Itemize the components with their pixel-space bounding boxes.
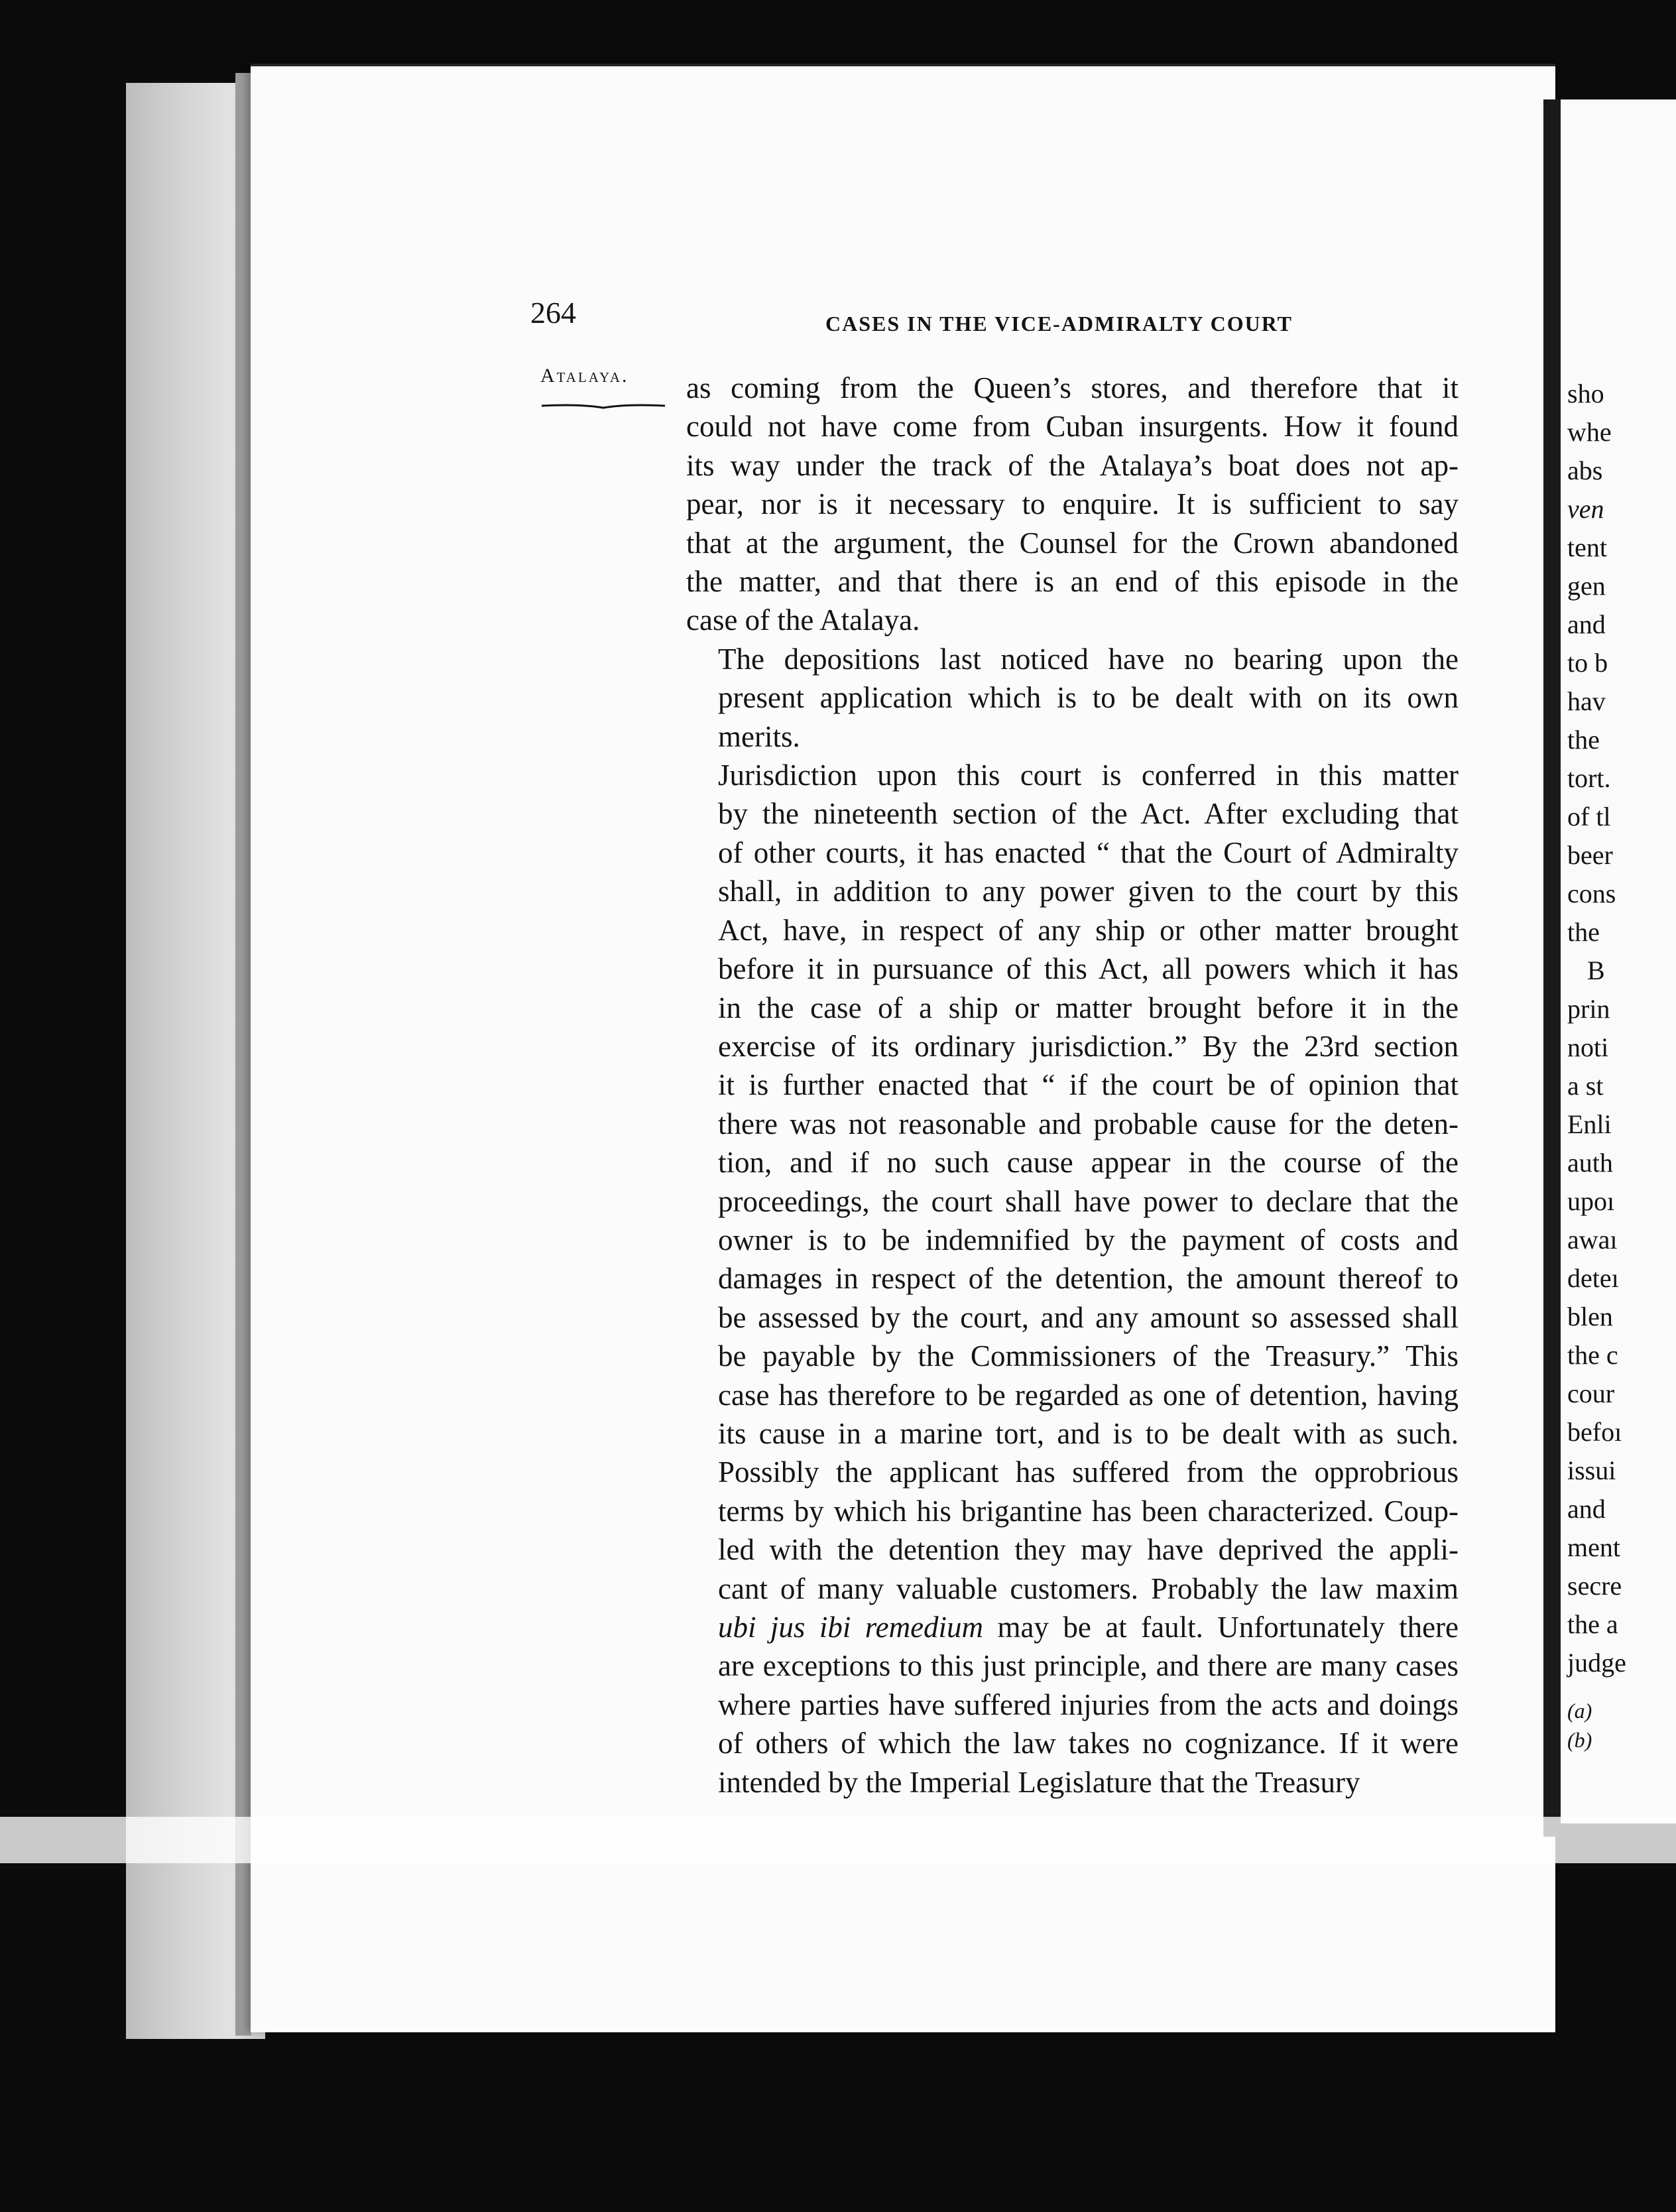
facing-page-line: B — [1587, 955, 1605, 985]
facing-page-line: abs — [1567, 456, 1603, 485]
facing-page-line: beer — [1567, 840, 1613, 870]
facing-page-line: sho — [1567, 379, 1604, 408]
text-line: present application which is to be dealt with on its own — [718, 681, 1459, 715]
text-line: be payable by the Commissioners of the Treasury.” This — [718, 1339, 1459, 1373]
facing-page-line: Enli — [1567, 1109, 1612, 1139]
facing-page-line: and — [1567, 1494, 1606, 1524]
text-line: intended by the Imperial Legislature that the Treasury — [718, 1765, 1360, 1799]
body-text — [686, 369, 1459, 1802]
text-line: case has therefore to be regarded as one of detention, having — [718, 1378, 1459, 1412]
page-stack-shadow — [235, 73, 251, 2036]
text-line: pear, nor is it necessary to enquire. It is sufficient to say — [686, 487, 1459, 521]
text-line: could not have come from Cuban insurgents. How it found — [686, 410, 1459, 444]
text-line: where parties have suffered injuries from the acts and doings — [718, 1688, 1459, 1721]
facing-page-line: deteı — [1567, 1263, 1619, 1293]
text-line: before it in pursuance of this Act, all powers which it has — [718, 952, 1459, 986]
facing-page-fragment — [1561, 99, 1676, 1823]
side-note: Atalaya. — [540, 365, 629, 387]
text-line: it is further enacted that “ if the court be of opinion that — [718, 1068, 1459, 1102]
text-line: tion, and if no such cause appear in the course of the — [718, 1146, 1459, 1180]
facing-page-line: judge — [1567, 1648, 1626, 1678]
text-line: The depositions last noticed have no bearing upon the — [718, 642, 1459, 676]
text-line: by the nineteenth section of the Act. After excluding that — [718, 797, 1459, 831]
facing-page-line: noti — [1567, 1032, 1609, 1062]
text-line: Jurisdiction upon this court is conferred in this matter — [718, 759, 1459, 792]
facing-page-line: to b — [1567, 648, 1608, 678]
text-line: case of the Atalaya. — [686, 603, 920, 637]
facing-page-line: cour — [1567, 1379, 1615, 1408]
facing-page-line: awaı — [1567, 1225, 1618, 1255]
text-line: there was not reasonable and probable cause for the deten- — [718, 1107, 1459, 1140]
text-line: exercise of its ordinary jurisdiction.” By the 23rd section — [718, 1029, 1459, 1063]
facing-page-line: whe — [1567, 417, 1612, 447]
text-line: Possibly the applicant has suffered from the opprobrious — [718, 1455, 1459, 1489]
text-line: merits. — [718, 719, 800, 753]
text-line: of others of which the law takes no cognizance. If it were — [718, 1727, 1459, 1760]
facing-page-line: a st — [1567, 1071, 1604, 1101]
facing-page-line: tort. — [1567, 763, 1611, 793]
text-line: Act, have, in respect of any ship or other matter brought — [718, 913, 1459, 947]
text-line: proceedings, the court shall have power to declare that the — [718, 1184, 1459, 1218]
text-line: damages in respect of the detention, the amount thereof to — [718, 1262, 1459, 1296]
facing-page-line: befoı — [1567, 1417, 1622, 1447]
body-paragraph — [686, 640, 1459, 756]
text-line: owner is to be indemnified by the payment of costs and — [718, 1223, 1459, 1257]
body-paragraph — [686, 369, 1459, 640]
text-line: shall, in addition to any power given to the court by this — [718, 875, 1459, 908]
facing-page-line: the — [1567, 917, 1600, 947]
facing-page-line: upoı — [1567, 1186, 1615, 1216]
text-line: as coming from the Queen’s stores, and therefore that it — [686, 371, 1459, 404]
side-note-rule — [540, 402, 666, 410]
facing-page-line: and — [1567, 609, 1606, 639]
text-line: be assessed by the court, and any amount so assessed shall — [718, 1300, 1459, 1334]
facing-page-line: tent — [1567, 532, 1607, 562]
facing-page-line: the c — [1567, 1340, 1618, 1370]
text-line: ubi jus ibi remedium may be at fault. Unfortunately there — [718, 1611, 1459, 1644]
facing-page-line: the a — [1567, 1609, 1618, 1639]
facing-page-line: ment — [1567, 1532, 1620, 1562]
text-line: the matter, and that there is an end of this episode in the — [686, 565, 1459, 599]
facing-page-line: the — [1567, 725, 1600, 755]
facing-page-footnote: (b) — [1567, 1728, 1592, 1752]
text-line: led with the detention they may have deprived the appli- — [718, 1533, 1459, 1567]
book-gutter — [1543, 99, 1561, 1837]
facing-page-line: hav — [1567, 686, 1606, 716]
facing-page-line: auth — [1567, 1148, 1613, 1178]
facing-page-line: secre — [1567, 1571, 1622, 1601]
facing-page-footnote: (a) — [1567, 1699, 1592, 1723]
page-number: 264 — [530, 296, 576, 330]
facing-page-line: cons — [1567, 879, 1616, 908]
facing-page-line: prin — [1567, 994, 1610, 1024]
text-line: terms by which his brigantine has been characterized. Coup- — [718, 1494, 1459, 1528]
text-line: its cause in a marine tort, and is to be dealt with as such. — [718, 1416, 1459, 1450]
text-line: its way under the track of the Atalaya’s boat does not ap- — [686, 448, 1459, 482]
facing-page-line: ven — [1567, 494, 1604, 524]
scan-artifact-band — [0, 1817, 1676, 1863]
text-line: of other courts, it has enacted “ that the Court of Admiralty — [718, 835, 1459, 869]
text-line: that at the argument, the Counsel for the Crown abandoned — [686, 526, 1459, 560]
facing-page-line: blen — [1567, 1302, 1613, 1331]
facing-page-line: gen — [1567, 571, 1606, 601]
text-line: cant of many valuable customers. Probably the law maxim — [718, 1571, 1459, 1605]
running-head: CASES IN THE VICE-ADMIRALTY COURT — [825, 312, 1293, 336]
text-line: in the case of a ship or matter brought before it in the — [718, 991, 1459, 1024]
text-line: are exceptions to this just principle, and there are many cases — [718, 1649, 1459, 1683]
facing-page-line: issui — [1567, 1455, 1616, 1485]
facing-page-line: of tl — [1567, 802, 1611, 831]
body-paragraph — [686, 756, 1459, 1802]
